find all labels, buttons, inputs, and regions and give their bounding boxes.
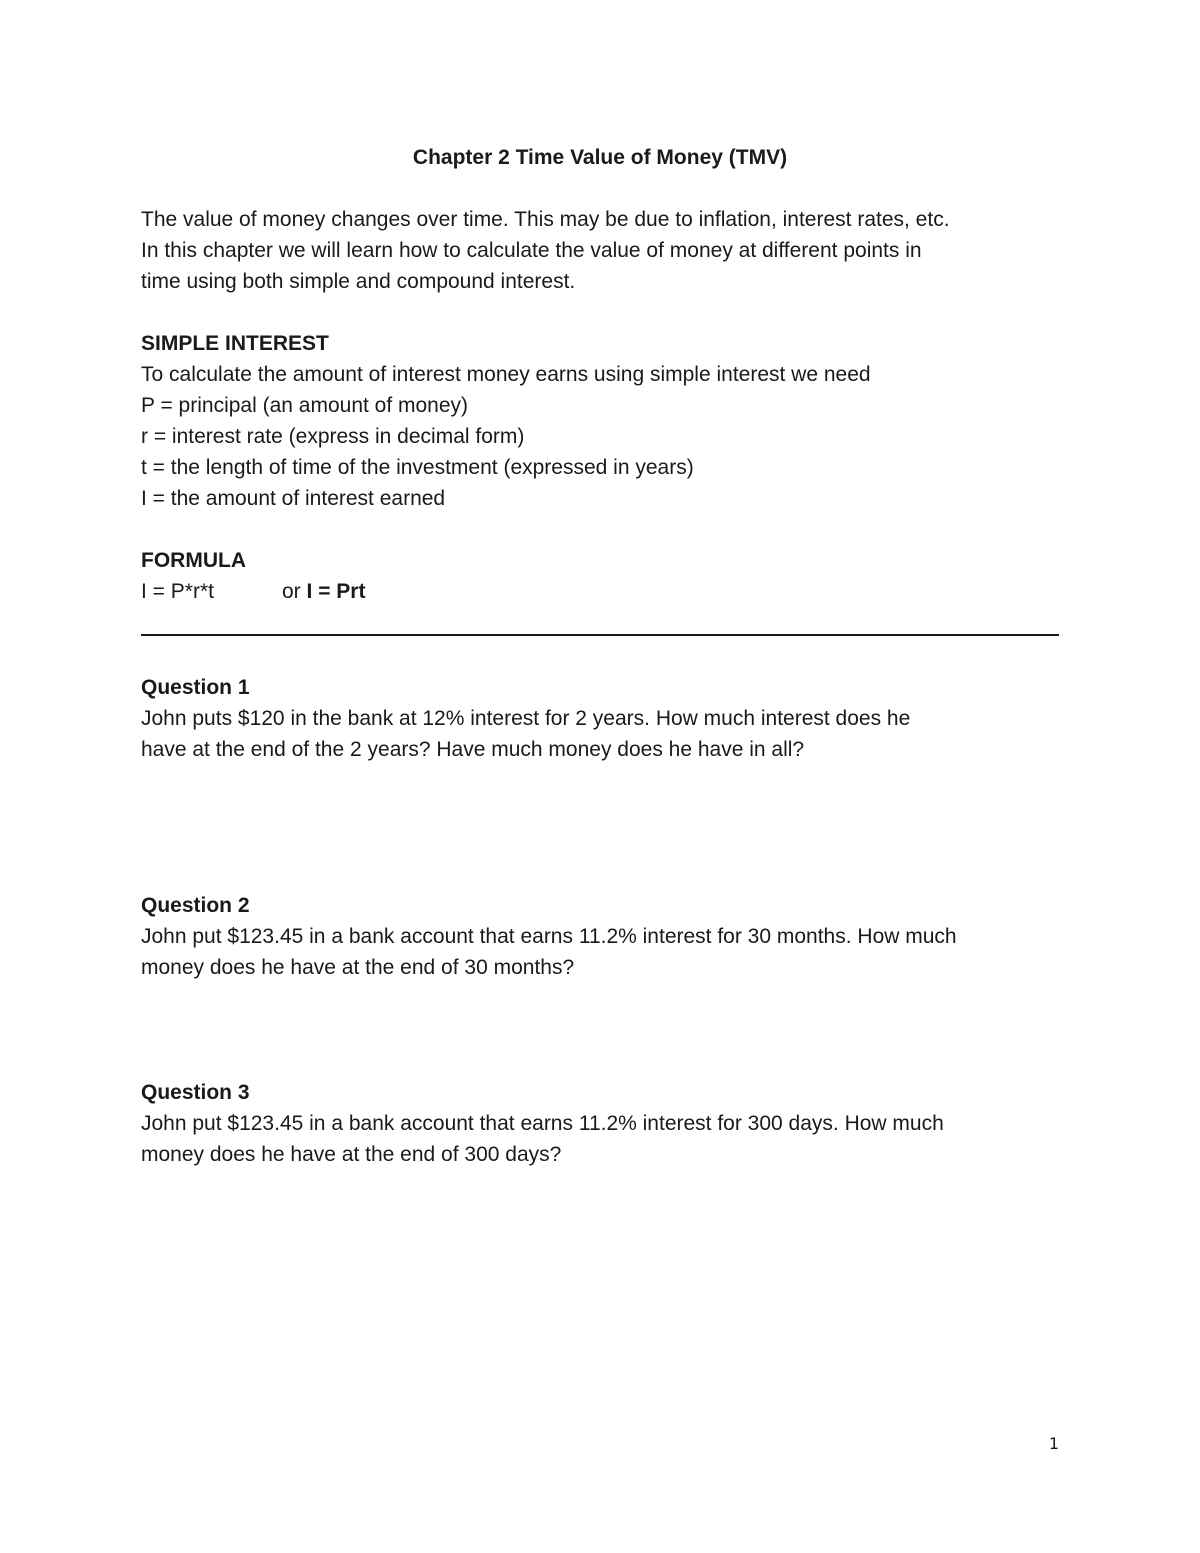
formula-connector: or: [282, 580, 301, 603]
page-title: Chapter 2 Time Value of Money (TMV): [412, 146, 788, 169]
simple-interest-line: P = principal (an amount of money): [141, 394, 469, 417]
question-3: [141, 1077, 1059, 1170]
intro-line: The value of money changes over time. This may be due to inflation, interest rates, etc.: [141, 208, 950, 231]
question-line: John puts $120 in the bank at 12% interest for 2 years. How much interest does he: [141, 707, 911, 730]
document-page: [141, 0, 1059, 1553]
simple-interest-line: t = the length of time of the investment (expressed in years): [141, 456, 694, 479]
question-heading: Question 1: [141, 676, 250, 699]
question-heading: Question 3: [141, 1081, 250, 1104]
formula-line: [141, 576, 1059, 607]
formula-bold: I = Prt: [306, 580, 366, 603]
formula-plain: I = P*r*t: [141, 580, 214, 603]
simple-interest-line: I = the amount of interest earned: [141, 487, 446, 510]
question-heading: Question 2: [141, 894, 250, 917]
simple-interest-heading: SIMPLE INTEREST: [141, 332, 329, 355]
formula-heading: FORMULA: [141, 549, 246, 572]
intro-line: time using both simple and compound interest.: [141, 270, 576, 293]
formula-section: [141, 545, 1059, 607]
question-line: John put $123.45 in a bank account that earns 11.2% interest for 300 days. How much: [141, 1112, 944, 1135]
question-2: [141, 890, 1059, 983]
intro-paragraph: [141, 204, 1059, 297]
simple-interest-line: To calculate the amount of interest money earns using simple interest we need: [141, 363, 871, 386]
question-1: [141, 672, 1059, 765]
question-line: money does he have at the end of 30 months?: [141, 956, 575, 979]
section-divider: [141, 634, 1059, 636]
page-number: 1: [1048, 1434, 1059, 1453]
question-line: money does he have at the end of 300 days?: [141, 1143, 562, 1166]
simple-interest-section: [141, 328, 1059, 514]
intro-line: In this chapter we will learn how to calculate the value of money at different points in: [141, 239, 922, 262]
question-line: John put $123.45 in a bank account that earns 11.2% interest for 30 months. How much: [141, 925, 957, 948]
simple-interest-line: r = interest rate (express in decimal form): [141, 425, 525, 448]
question-line: have at the end of the 2 years? Have much money does he have in all?: [141, 738, 805, 761]
